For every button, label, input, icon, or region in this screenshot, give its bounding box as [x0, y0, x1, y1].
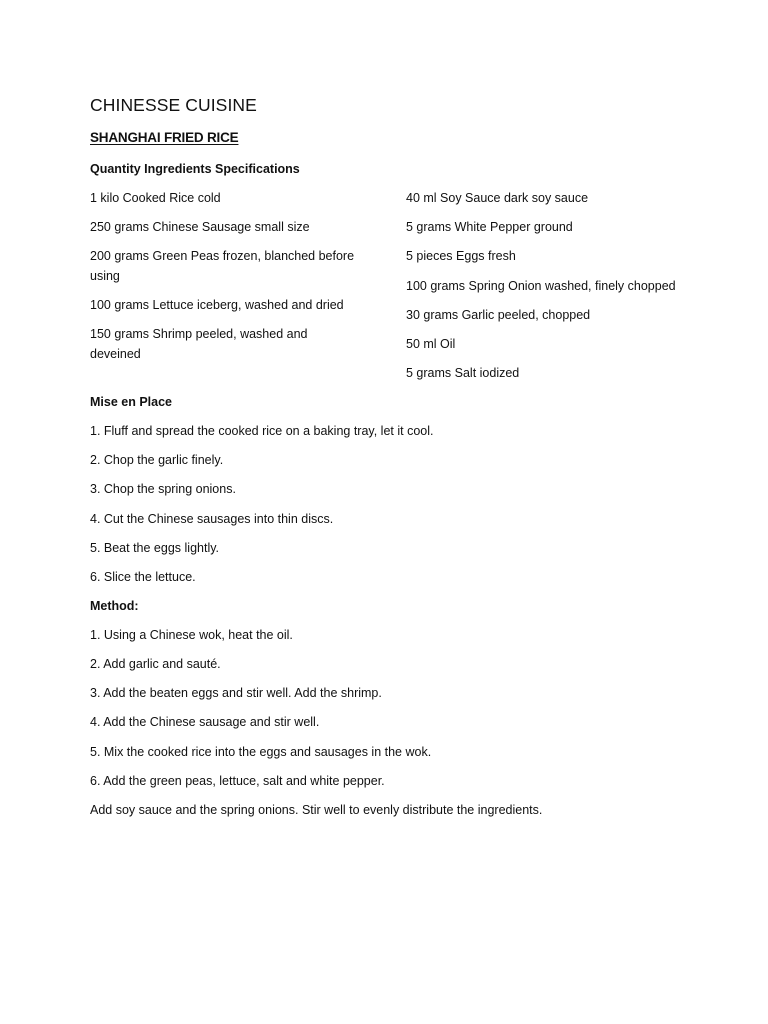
ingredient-right-item: 30 grams Garlic peeled, chopped — [406, 308, 591, 322]
method-header: Method: — [90, 599, 139, 613]
ingredient-left-item: 250 grams Chinese Sausage small size — [90, 220, 310, 234]
ingredients-header: Quantity Ingredients Specifications — [90, 162, 300, 176]
mise-en-place-header: Mise en Place — [90, 395, 172, 409]
mise-step: 2. Chop the garlic finely. — [90, 453, 224, 467]
ingredient-right-item: 100 grams Spring Onion washed, finely chopped — [406, 279, 676, 293]
method-step: 2. Add garlic and sauté. — [90, 657, 221, 671]
method-step: 5. Mix the cooked rice into the eggs and sausages in the wok. — [90, 745, 432, 759]
method-step: 4. Add the Chinese sausage and stir well. — [90, 715, 320, 729]
ingredient-left-item: 200 grams Green Peas frozen, blanched before using — [90, 249, 355, 283]
ingredient-right-item: 5 grams Salt iodized — [406, 366, 520, 380]
ingredient-left-item: 150 grams Shrimp peeled, washed and deveined — [90, 327, 308, 361]
mise-step: 5. Beat the eggs lightly. — [90, 541, 220, 555]
method-step: 3. Add the beaten eggs and stir well. Add the shrimp. — [90, 686, 382, 700]
mise-step: 4. Cut the Chinese sausages into thin discs. — [90, 512, 334, 526]
ingredient-right-item: 40 ml Soy Sauce dark soy sauce — [406, 191, 589, 205]
method-step: 6. Add the green peas, lettuce, salt and white pepper. — [90, 774, 385, 788]
ingredient-right-item: 5 grams White Pepper ground — [406, 220, 573, 234]
mise-step: 3. Chop the spring onions. — [90, 482, 236, 496]
ingredient-right-item: 5 pieces Eggs fresh — [406, 249, 516, 263]
mise-step: 6. Slice the lettuce. — [90, 570, 196, 584]
ingredient-right-item: 50 ml Oil — [406, 337, 456, 351]
recipe-title: SHANGHAI FRIED RICE — [90, 130, 239, 145]
method-step: 1. Using a Chinese wok, heat the oil. — [90, 628, 293, 642]
ingredient-left-item: 1 kilo Cooked Rice cold — [90, 191, 221, 205]
closing-note: Add soy sauce and the spring onions. Stir well to evenly distribute the ingredients. — [90, 803, 543, 817]
mise-step: 1. Fluff and spread the cooked rice on a baking tray, let it cool. — [90, 424, 434, 438]
document-title: CHINESSE CUISINE — [90, 95, 257, 115]
ingredient-left-item: 100 grams Lettuce iceberg, washed and dried — [90, 298, 344, 312]
